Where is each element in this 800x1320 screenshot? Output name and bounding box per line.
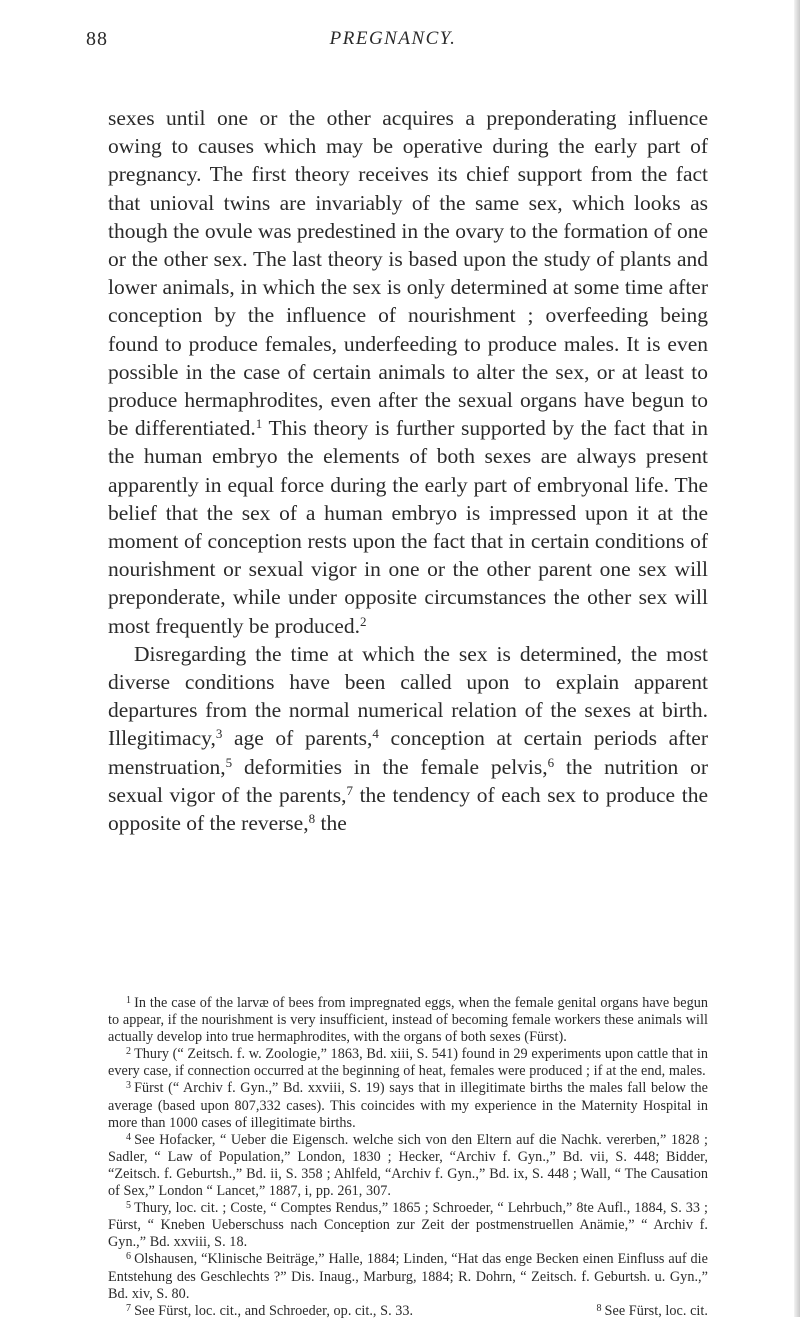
footnote-number: 2 xyxy=(126,1046,132,1058)
footnote-5 xyxy=(108,1200,708,1251)
footnote-number: 3 xyxy=(126,1080,132,1092)
footnote-4 xyxy=(108,1132,708,1200)
footnote-number: 5 xyxy=(126,1200,132,1212)
footnote-text: In the case of the larvæ of bees from impregnated eggs, when the female genital organs have begun to appear, if the nourishment is very insufficient, instead of becoming female workers these animals will actually develop into true hermaphrodites, with the organs of both sexes (Fürst). xyxy=(108,995,708,1046)
text-run: This theory is further supported by the fact that in the human embryo the elements of both sexes are always present apparently in equal force during the early part of embryonal life. The belief that the sex of a human embryo is impressed upon it at the moment of conception rests upon the fact that in certain conditions of nourishment or sexual vigor in one or the other parent one sex will preponderate, while under opposite circumstances the other sex will most frequently be produced. xyxy=(108,416,708,638)
footnote-ref-2[interactable]: 2 xyxy=(359,613,367,629)
footnote-text: See Fürst, loc. cit. xyxy=(604,1302,708,1319)
footnote-ref-5[interactable]: 5 xyxy=(225,754,233,770)
running-head: PREGNANCY. xyxy=(329,28,457,49)
footnote-text: Olshausen, “Klinische Beiträge,” Halle, 1884; Linden, “Hat das enge Becken einen Einfluss auf die Entstehung des Geschlechts ?” Dis. Inaug., Marburg, 1884; R. Dohrn, “ Zeitsch. f. Geburtsh. u. Gyn.,” Bd. xiv, S. 80. xyxy=(108,1251,708,1302)
text-run: the xyxy=(315,811,347,836)
footnote-7 xyxy=(108,1303,413,1320)
footnote-ref-8[interactable]: 8 xyxy=(308,811,316,827)
footnote-row xyxy=(108,1303,708,1320)
page-number: 88 xyxy=(86,28,108,50)
footnote-2 xyxy=(108,1046,708,1080)
footnote-ref-7[interactable]: 7 xyxy=(346,782,353,798)
footnote-text: Thury, loc. cit. ; Coste, “ Comptes Rendus,” 1865 ; Schroeder, “ Lehrbuch,” 8te Aufl., 1884, S. 33 ; Fürst, “ Kneben Ueberschuss nach Conception zur Zeit der postmenstruellen Anämie,” “ Archiv f. Gyn.,” Bd. xxviii, S. 18. xyxy=(108,1200,708,1251)
footnote-ref-4[interactable]: 4 xyxy=(372,726,379,742)
footnote-text: See Hofacker, “ Ueber die Eigensch. welche sich von den Eltern auf die Nachk. vererben,” 1828 ; Sadler, “ Law of Population,” London, 1830 ; Hecker, “Archiv f. Gyn.,” Bd. vii, S. 448; Bidder, “Zeitsch. f. Geburtsh.,” Bd. ii, S. 358 ; Ahlfeld, “Archiv f. Gyn.,” Bd. ix, S. 448 ; Wall, “ The Causation of Sex,” London “ Lancet,” 1887, i, pp. 261, 307. xyxy=(108,1131,708,1200)
footnote-1 xyxy=(108,995,708,1046)
text-run: Disregarding the time at which the sex is determined, the most diverse conditions have been called upon to explain apparent departures from the normal numerical relation of the sexes at birth. Illegitimacy, xyxy=(108,641,708,751)
paragraph xyxy=(108,640,708,837)
text-run: the nutrition or sexual vigor of the parents, xyxy=(108,754,708,807)
footnote-3 xyxy=(108,1080,708,1131)
footnote-number: 8 xyxy=(596,1302,602,1314)
text-run: conception at certain periods after menstruation, xyxy=(108,726,708,779)
text-run: the tendency of each sex to produce the opposite of the reverse, xyxy=(108,782,708,836)
footnote-text: See Fürst, loc. cit., and Schroeder, op. cit., S. 33. xyxy=(134,1302,414,1319)
page-edge-shadow xyxy=(794,0,800,1317)
footnote-6 xyxy=(108,1251,708,1302)
footnotes xyxy=(108,995,708,1320)
footnote-ref-6[interactable]: 6 xyxy=(547,754,555,770)
text-run: age of parents, xyxy=(222,726,373,751)
page-header xyxy=(86,18,700,58)
footnote-text: Fürst (“ Archiv f. Gyn.,” Bd. xxviii, S. 19) says that in illegitimate births the males fall below the average (based upon 807,332 cases). This coincides with my experience in the Maternity Hospital in more than 1000 cases of illegitimate births. xyxy=(108,1080,708,1131)
footnote-number: 7 xyxy=(126,1302,132,1314)
footnote-text: Thury (“ Zeitsch. f. w. Zoologie,” 1863, Bd. xiii, S. 541) found in 29 experiments upon cattle that in every case, if connection occurred at the beginning of heat, females were produced ; if at the end, males. xyxy=(108,1046,708,1080)
footnote-8 xyxy=(578,1303,708,1320)
footnote-ref-1[interactable]: 1 xyxy=(255,416,263,432)
footnote-number: 4 xyxy=(126,1131,132,1143)
body-text xyxy=(108,104,708,837)
paragraph xyxy=(108,104,708,640)
text-run: sexes until one or the other acquires a preponderating influence owing to causes which may be operative during the early part of pregnancy. The first theory receives its chief support from the fact that unioval twins are invariably of the same sex, which looks as though the ovule was predestined in the ovary to the formation of one or the other sex. The last theory is based upon the study of plants and lower animals, in which the sex is only determined at some time after conception by the influence of nourishment ; overfeeding being found to produce females, underfeeding to produce males. It is even possible in the case of certain animals to alter the sex, or at least to produce hermaphrodites, even after the sexual organs have begun to be differentiated. xyxy=(108,106,708,441)
footnote-number: 1 xyxy=(126,995,132,1006)
footnote-number: 6 xyxy=(126,1251,132,1263)
footnote-ref-3[interactable]: 3 xyxy=(215,726,223,742)
text-run: deformities in the female pelvis, xyxy=(232,754,548,779)
